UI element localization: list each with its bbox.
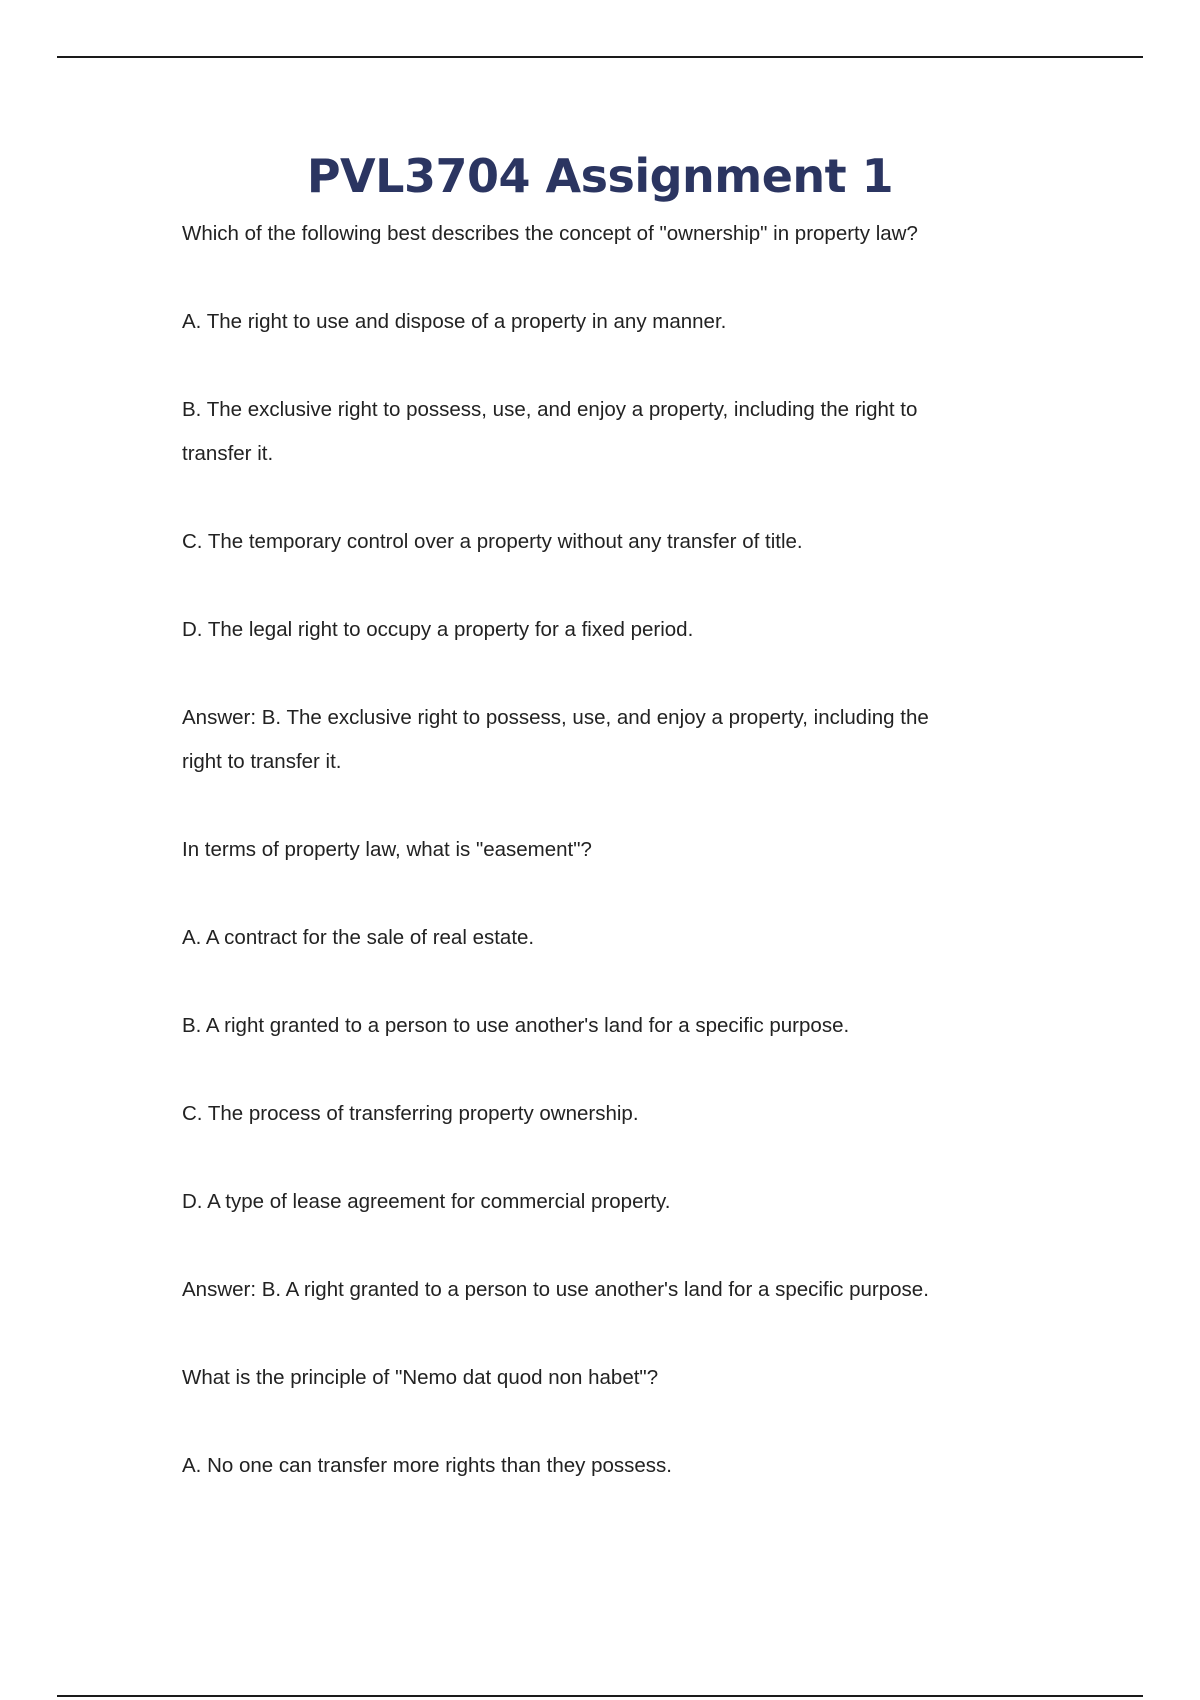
question-1-answer: Answer: B. The exclusive right to possess, use, and enjoy a property, including the — [182, 706, 929, 729]
question-2-option-a: A. A contract for the sale of real estate. — [182, 926, 535, 949]
question-1: Which of the following best describes the concept of "ownership" in property law? — [182, 222, 918, 245]
top-rule — [57, 56, 1143, 58]
question-2-answer: Answer: B. A right granted to a person to use another's land for a specific purpose. — [182, 1278, 929, 1301]
document-body — [182, 212, 1062, 1488]
page-title: PVL3704 Assignment 1 — [306, 149, 894, 203]
question-1-option-a: A. The right to use and dispose of a property in any manner. — [182, 310, 727, 333]
question-3-option-a: A. No one can transfer more rights than they possess. — [182, 1454, 672, 1477]
question-1-option-b: B. The exclusive right to possess, use, and enjoy a property, including the right to — [182, 398, 918, 421]
question-1-answer-cont: right to transfer it. — [182, 750, 342, 773]
question-2-option-d: D. A type of lease agreement for commercial property. — [182, 1190, 671, 1213]
question-1-option-c: C. The temporary control over a property without any transfer of title. — [182, 530, 803, 553]
bottom-rule — [57, 1695, 1143, 1697]
question-1-option-d: D. The legal right to occupy a property for a fixed period. — [182, 618, 694, 641]
question-3: What is the principle of "Nemo dat quod non habet"? — [182, 1366, 659, 1389]
question-2-option-b: B. A right granted to a person to use another's land for a specific purpose. — [182, 1014, 850, 1037]
question-1-option-b-cont: transfer it. — [182, 442, 274, 465]
question-2-option-c: C. The process of transferring property ownership. — [182, 1102, 639, 1125]
question-2: In terms of property law, what is "easement"? — [182, 838, 592, 861]
